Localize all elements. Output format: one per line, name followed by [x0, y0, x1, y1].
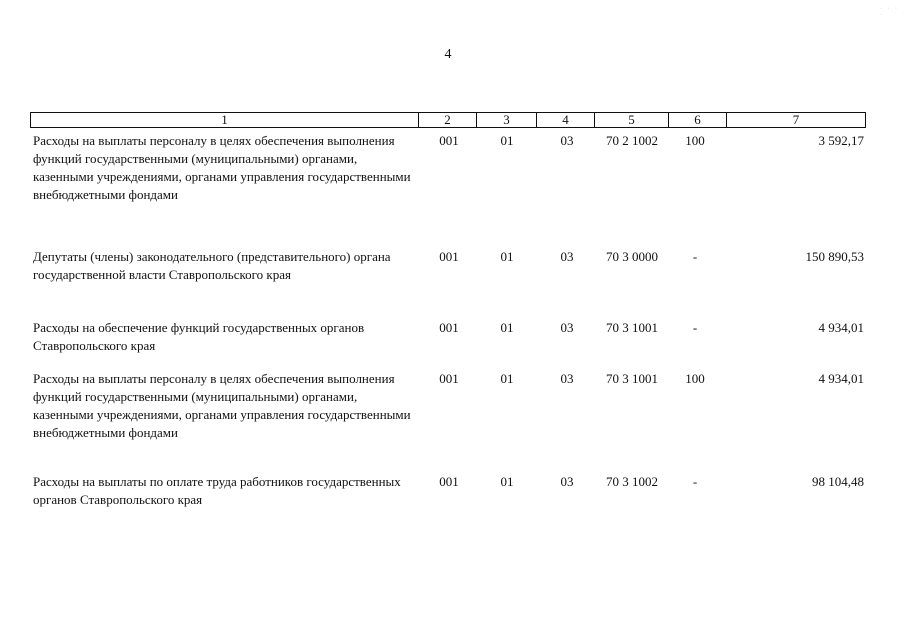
row-code-4: 03: [560, 371, 574, 386]
row-code-4: 03: [560, 320, 574, 335]
row-amount: 3 592,17: [818, 133, 864, 148]
row-amount: 4 934,01: [818, 371, 864, 386]
row-description: Расходы на выплаты персоналу в целях обеспечения выполнения функций государственными (муниципальными) органами, казенными учреждениями, органами управления государственными внебюджетными фондами: [33, 133, 411, 202]
row-code-5: 70 2 1002: [606, 133, 658, 148]
row-code-5: 70 3 0000: [606, 249, 658, 264]
header-col-4: 4: [537, 113, 595, 127]
row-code-4: 03: [560, 133, 574, 148]
row-code-5: 70 3 1001: [606, 371, 658, 386]
row-code-4: 03: [560, 474, 574, 489]
row-code-5: 70 3 1001: [606, 320, 658, 335]
row-amount: 150 890,53: [805, 249, 864, 264]
row-code-3: 01: [500, 371, 514, 386]
row-description: Расходы на обеспечение функций государственных органов Ставропольского края: [33, 320, 365, 353]
header-col-1: 1: [31, 113, 419, 127]
row-description: Депутаты (члены) законодательного (представительного) органа государственной власти Ставропольского края: [33, 249, 391, 282]
row-code-3: 01: [500, 249, 514, 264]
header-col-3: 3: [477, 113, 537, 127]
header-col-6: 6: [669, 113, 727, 127]
row-code-3: 01: [500, 133, 514, 148]
row-code-6: -: [692, 249, 698, 264]
row-code-2: 001: [439, 474, 459, 489]
header-col-5: 5: [595, 113, 669, 127]
row-code-2: 001: [439, 371, 459, 386]
page-number: 4: [444, 47, 452, 62]
row-code-5: 70 3 1002: [606, 474, 658, 489]
row-code-4: 03: [560, 249, 574, 264]
header-col-2: 2: [419, 113, 477, 127]
row-code-6: 100: [685, 371, 705, 386]
row-code-6: -: [692, 474, 698, 489]
row-code-2: 001: [439, 320, 459, 335]
row-code-3: 01: [500, 320, 514, 335]
row-description: Расходы на выплаты персоналу в целях обеспечения выполнения функций государственными (муниципальными) органами, казенными учреждениями, органами управления государственными внебюджетными фондами: [33, 371, 411, 440]
row-code-6: 100: [685, 133, 705, 148]
row-code-3: 01: [500, 474, 514, 489]
row-description: Расходы на выплаты по оплате труда работников государственных органов Ставропольского края: [33, 474, 401, 507]
row-code-2: 001: [439, 133, 459, 148]
header-col-7: 7: [792, 112, 800, 127]
scan-artifact: · · · ·: [880, 6, 899, 18]
row-amount: 98 104,48: [812, 474, 864, 489]
row-code-2: 001: [439, 249, 459, 264]
table-header: [30, 112, 866, 128]
row-amount: 4 934,01: [818, 320, 864, 335]
row-code-6: -: [692, 320, 698, 335]
